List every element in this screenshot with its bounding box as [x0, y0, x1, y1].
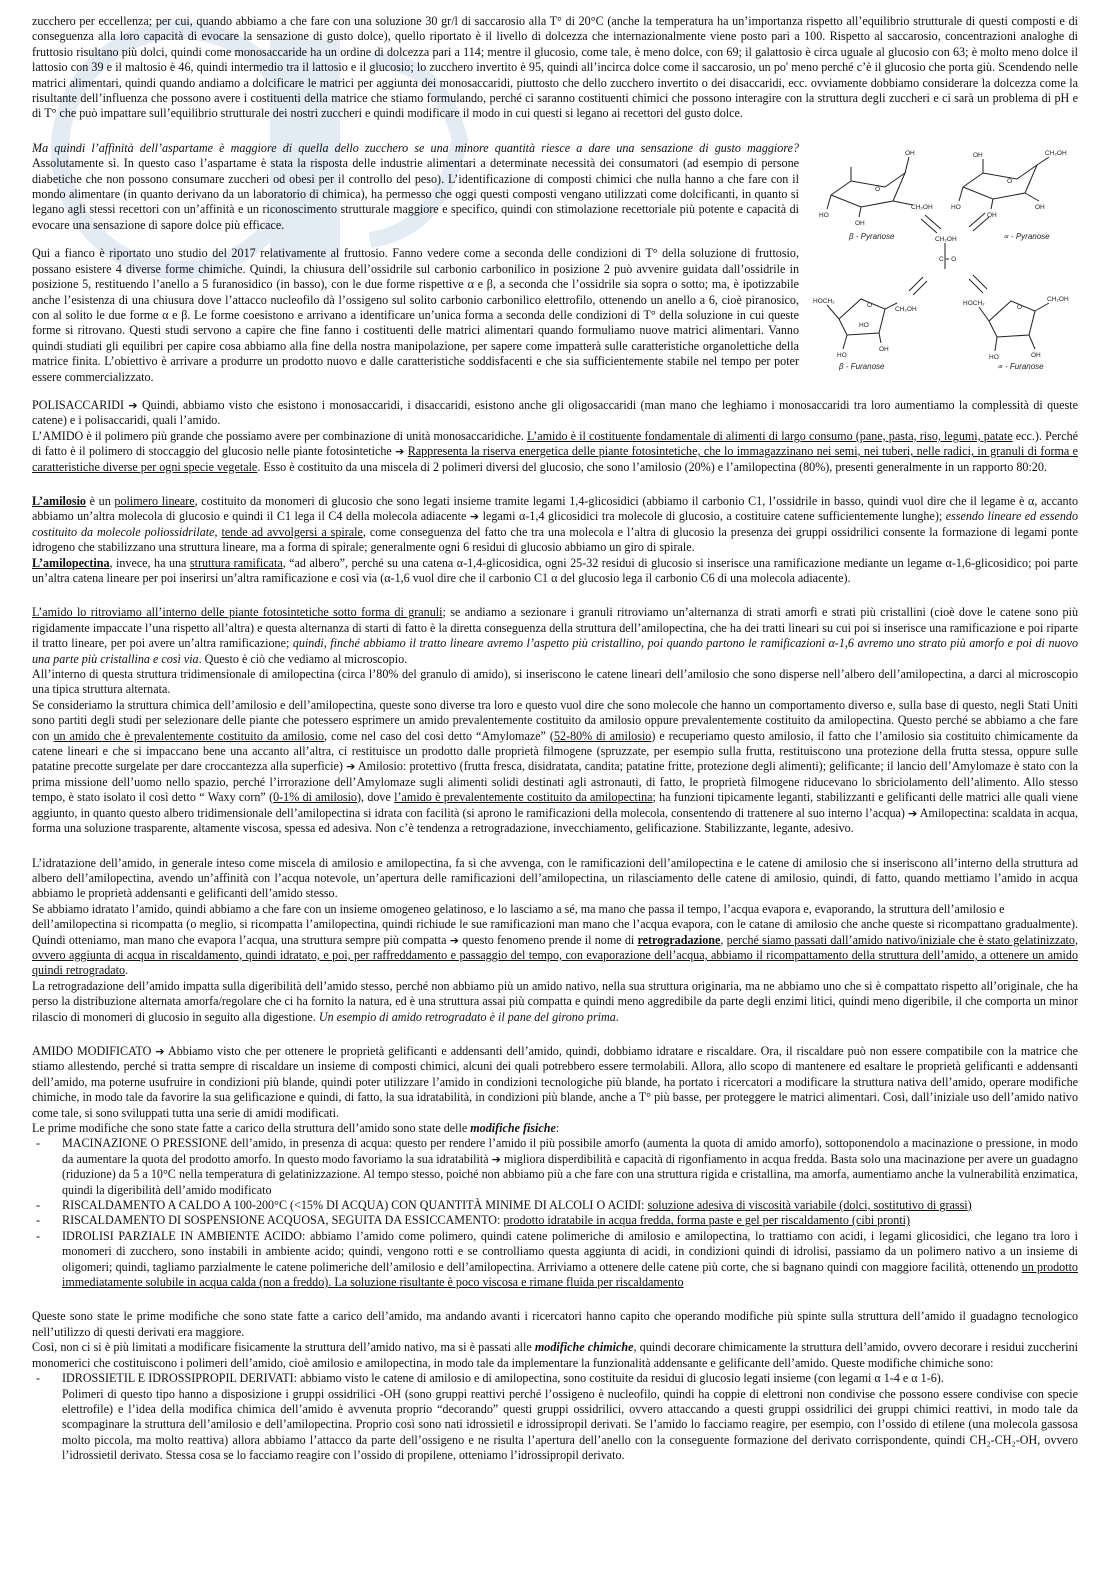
text-run: Assolutamente sì. In questo caso l’aspartame è stata la risposta delle industrie alimentari a determinate necessità dei consumatori (ad esempio di persone diabetiche che non possono consumare zuccheri od obesi per il controllo del peso). L’identificazione di composti chimici che nulla hanno a che fare con il mondo alimentare (in quanto derivano da un laboratorio di chimica), ha permesso che oggi questi composti vengano utilizzati come dolcificanti, in quanto si legano agli stessi recettori con un’affinità e un riconoscimento strutturale maggiore e specifico, quindi con stimolazione recettoriale più potente e capacità di evocare una sensazione di sapore dolce più efficace.: [32, 156, 799, 232]
text-run: un amido che è prevalentemente costituito da amilosio: [53, 728, 325, 743]
fructose-forms-diagram: [813, 143, 1078, 371]
atom-label: O: [1007, 177, 1013, 185]
atom-label: O: [1017, 303, 1023, 311]
text-run: L’amilopectina: [32, 555, 110, 570]
atom-label: OH: [879, 345, 889, 353]
arrow-icon: ➔: [469, 510, 480, 524]
text-run: . Basta solo una macinazione per avere un guadagno: [824, 1151, 1078, 1166]
text-run: . Al tempo stesso, poiché non abbiamo più a che fare con una struttura rigida e cristallina, ma amorfa,: [357, 1167, 853, 1182]
text-run: :: [555, 1121, 560, 1135]
text-run: 0-1% di amilosio: [273, 790, 357, 805]
arrow-icon: ➔: [491, 1152, 501, 1166]
text-run: , “ad albero”, perché su una catena α-1,4-glicosidica, ogni 25-32 residui di glucosio si inserisce una ramificazione mediante un legame α-1,6-glicosidico; poi parte un’altra catena lineare per poi inserirsi un’altra ramificazione e così via (α-1,6 vuol dire che il carbonio C1 α del glucosio lega il carbonio C6 di una molecola adiacente).: [32, 555, 1079, 585]
list-item: [32, 1229, 1078, 1291]
text-run: ” (: [540, 728, 554, 743]
text-run: RISCALDAMENTO DI SOSPENSIONE ACQUOSA, SEGUITA DA ESSICCAMENTO: [62, 1213, 498, 1228]
atom-label: CH₂OH: [1045, 149, 1067, 157]
paragraph-amilosio: [32, 494, 1078, 556]
text-run: Waxy corn: [207, 790, 261, 805]
paragraph-amylomaze: [32, 698, 1078, 837]
text-run: .: [615, 1009, 619, 1024]
text-run: Così, non ci si è più limitati a modificare fisicamente la struttura dell’amido nativo, ma si è passati alle: [32, 1340, 535, 1355]
text-run: anche: [912, 1167, 947, 1182]
paragraph-amilopectina: [32, 556, 1078, 587]
text-run: dell’amido,: [227, 1136, 290, 1151]
alpha-furanose-label: ∝ - Furanose: [997, 361, 1044, 371]
text-run: quindi, finché abbiamo il tratto lineare avremo l’aspetto più cristallino, poi quando partono le ramificazioni α-1,6 avremo uno strato più amorfo e poi di nuovo una parte più cristallina e così via: [32, 636, 1078, 666]
text-run: ), dove: [356, 790, 395, 805]
text-run: ” (: [260, 790, 274, 805]
text-run: Quindi, abbiamo visto che esistono i monosaccaridi, i disaccaridi, esistono anche gli oligosaccaridi (man mano che leghiamo i monosaccaridi tra loro aumentiamo la complessità di queste catene) e i polisaccaridi, quali l’amido.: [32, 397, 1078, 428]
list-item: [32, 1213, 1078, 1228]
text-run: Rappresenta la riserva energetica delle piante fotosintetiche, che lo immagazzinano nei semi, nei tuberi, nelle radici, in granuli di forma e caratteristiche diverse per ogni specie vegetale: [32, 444, 1078, 474]
text-run: un prodotto immediatamente solubile in acqua calda (non a freddo). La soluzione risultante è poco viscosa e rimane fluida per riscaldamento: [62, 1259, 1078, 1290]
text-run: (una molecola gassosa molto piccola, ma molto reattiva) allora abbiamo l’attacco da parte dell’ossigeno e ne risulta l’apertura dell’anello con la conseguente formazione del derivato corrispondente, quindi CH₂-CH₂-OH, ovvero l’idrossietil derivato. Stessa cosa se lo facciamo reagire con: [62, 1417, 1078, 1463]
list-modifiche-fisiche: [32, 1136, 1078, 1290]
paragraph-retrogradazione: [32, 979, 1078, 1025]
text-run: 52-80% di amilosio: [553, 728, 652, 743]
text-run: Abbiamo visto che per ottenere le proprietà gelificanti e addensanti dell’amido, quindi, dobbiamo idratare e riscaldare. Ora, il riscaldare può non essere compatibile con la matrice che stiamo allestendo, perché si tratta sempre di riscaldare un insieme di composti chimici, alcuni dei quali potrebbero essere termolabili. Allora, allo scopo di mantenere ed esaltare le proprietà gelificanti e addensanti dell’amido, ma poterne usufruire in condizioni più blande, quindi poter utilizzare l’amido in condizioni tecnologiche più blande, ha portato i ricercatori a modificare la struttura nativa dell’amido, operare modifiche chimiche, in modo tale da favorire la sua gelificazione e quindi, di fatto, la sua idratabilità, in condizioni più blande, anche a T° più basse, per proteggere le matrici alimentari. Così, dall’iniziale uso dell’amido nativo come tale, si sono sviluppati tutta una serie di amidi modificati.: [32, 1043, 1078, 1120]
list-item: [32, 1371, 1078, 1386]
text-run: Se consideriamo la struttura chimica dell’amilosio e dell’amilopectina, queste sono diverse tra loro e questo vuol dire che sono molecole che hanno un comportamento diverso e, sulla base di questo, negli Stati Uniti sono partiti degli studi per selezionare delle piante che potessero esprimere un amido prevalentemente costituito da amilosio oppure prevalentemente costituito da amilopectina. Questo perché se abbiamo a che fare con: [32, 697, 1078, 743]
text-run: AMIDO MODIFICATO: [32, 1043, 156, 1058]
text-run: ) e recuperiamo questo amilosio, il fatto che l’amilosio sia costituito chimicamente da catene lineari e che si impaccano bene una accanto all’altra, ci restituisce un prodotto dalle proprietà filmogene (spruzzate, per esempio sulla frutta, restituiscono una protezione della frutta stessa, oppure sulle patatine precotte surgelate per dare croccantezza alla superficie): [32, 728, 1079, 774]
text-run: La retrogradazione dell’amido impatta sulla digeribilità dell’amido stesso, perché non abbiamo più un amido nativo, nella sua struttura originaria, ma ne abbiamo uno che si è compattato rispetto all’originale, che ha perso la distribuzione alternata amorfa/regolare che ci ha fornito la natura, ed è una struttura assai più compatta e quindi meno aggredibile da parte degli enzimi litici, quindi meno digeribile, il che comporta un minor rilascio di monomeri di glucosio in seguito alla digestione.: [32, 978, 1078, 1024]
beta-pyranose-label: β - Pyranose: [849, 231, 895, 241]
paragraph-amido: [32, 429, 1078, 475]
text-run: prodotto idratabile in acqua fredda, forma paste e gel per riscaldamento (cibi pronti): [503, 1213, 911, 1228]
list-item: [32, 1136, 1078, 1198]
text-run: Qui a fianco è riportato uno studio del 2017 relativamente al fruttosio. Fanno vedere come a seconda delle condizioni di T° della soluzione di fruttosio, possano esistere 4 diverse forme chimiche. Quindi, la chiusura dell’ossidrile sul carbonio carbonilico in posizione 2 può avvenire guidata dall’ossidrile in posizione 5, restituendo l’anello a 5 furanosidico (in basso), con le due forme rispettive α e β, a seconda che l’ossidrile sia sopra o sotto; ma, è ipotizzabile anche l’esistenza di una chiusura dove l’attacco nucleofilo dà l’ossigeno sul solito carbonio carbonilico elettrofilo, ottenendo un anello a 6, cioè piranosico, con al solito le due forme α e β. Le forme coesistono e arrivano a identificare un’unica forma a seconda delle condizioni di T° della soluzione in cui queste forme si ritrovano. Questi studi servono a capire che fine fanno i costituenti delle matrici alimentari quando formuliamo nuove matrici alimentari. Vanno quindi studiati gli equilibri per capire cosa abbiamo alla fine della nostra manipolazione, per sapere come impatterà sulle caratteristiche organolettiche della matrice finita. L’obiettivo è arrivare a produrre un prodotto nuovo e dalle caratteristiche soddisfacenti e che sia sufficientemente stabile nel tempo per poter essere commercializzato.: [32, 246, 799, 384]
text-run: perché siamo passati dall’amido nativo/iniziale che è stato gelatinizzato, ovvero aggiunta di acqua in riscaldamento, quindi idratato, e poi, per raffreddamento e passaggio del tempo, con evaporazione dell’acqua, abbiamo il ricompattamento della struttura dell’amido, a ottenere un amido quindi retrogradato: [32, 932, 1078, 978]
text-run: Amilosio: protettivo (frutta fresca, disidratata, candita; patatine fritte, protezione degli alimenti); gelificante: [357, 759, 881, 774]
text-run: Ma quindi l’affinità dell’aspartame è maggiore di quella dello zucchero se una minore quantità riesce a dare una sensazione di gusto maggiore?: [32, 140, 799, 155]
text-run: l’amido è prevalentemente costituito da amilopectina: [394, 790, 653, 805]
text-run: L’: [32, 428, 43, 443]
paragraph-intro: [32, 14, 1078, 122]
text-run: .: [850, 821, 854, 836]
text-run: l’ossido di propilene: [353, 1448, 453, 1463]
beta-furanose-label: β - Furanose: [839, 361, 885, 371]
paragraph-prime-modifiche: [32, 1309, 1078, 1340]
text-run: , come nel caso del così detto “: [324, 728, 482, 743]
text-run: Polimeri di questo tipo hanno a disposizione i gruppi ossidrilici -OH (sono gruppi reattivi perché l’ossigeno è nucleofilo, quindi ha coppie di elettroni non condivise che possono essere condivise con specie elettrofile) e l’idea della modifica chimica dell’amido è avvenuta proprio “decorando” questi gruppi ossidrilici, ovvero attaccando a questi gruppi ossidrilici dei gruppi chimici reattivi, in modo tale da scompaginare la struttura dell’amilosio e dell’amilopectina. Proprio così sono nati idrossietil e idrossipropil derivati. Se l’amido lo facciamo reagire, per esempio, con: [62, 1386, 1078, 1432]
text-run: MACINAZIONE O PRESSIONE: [62, 1136, 228, 1151]
atom-label: HO: [837, 351, 847, 359]
text-run: Le prime modifiche che sono state fatte a carico della struttura dell’amido sono state delle: [32, 1121, 471, 1135]
text-run: , presenti generalmente in un rapporto 80:20.: [829, 459, 1047, 474]
alpha-pyranose-label: ∝ - Pyranose: [1003, 231, 1050, 241]
text-run: modifiche chimiche: [534, 1340, 634, 1355]
text-run: zucchero per eccellenza; per cui, quando abbiamo a che fare con una soluzione 30 gr/l di saccarosio alla T° di 20°C (anche la temperatura ha un’importanza rispetto all’equilibrio strutturale di questi composti e di conseguenza alla loro capacità di evocare la sensazione di gusto dolce), quello riportato è il livello di dolcezza che internazionalmente viene posto pari a 100. Rispetto al saccarosio, concentrazioni analoghe di fruttosio risultano più dolci, quindi come monosaccaride ha un ordine di dolcezza pari a 114; mentre il glucosio, come tale, è meno dolce, con 69; il galattosio è circa uguale al glucosio con 63; è molto meno dolce il lattosio con 39 e il maltosio è 46, quindi intermedio tra il lattosio e il glucosio; lo zucchero invertito è 95, quindi all’incirca dolce come il saccarosio, un po' meno perché c’è il glucosio che porta giù. Scendendo nelle matrici alimentari, quindi quando andiamo a dolcificare le matrici per aggiunta dei monosaccaridi, piuttosto che dello zucchero invertito o dei disaccaridi, ecc. ovviamente dobbiamo considerare la dolcezza come la risultante dell’influenza che possono avere i costituenti della matrice che stiamo formulando, perché ci saranno costituenti chimici che possono interagire con la struttura degli zuccheri e ci sarà un problema di pH e di T° che può impattare sull’equilibrio strutturale dei nostri zuccheri e quindi modificare il modo in cui questi si legano ai recettori del gusto dolce.: [32, 14, 1078, 121]
arrow-icon: ➔: [449, 933, 459, 947]
text-run: un’alternanza di strati amorfi e strati più cristallini: [672, 605, 926, 620]
fructose-equilibrium-figure: [813, 143, 1078, 371]
text-run: L’amido è il costituente fondamentale di alimenti di largo consumo (pane, pasta, riso, legumi, patate: [526, 428, 1013, 443]
text-run: Amylomaze: [481, 728, 541, 743]
text-run: è un: [85, 493, 115, 508]
paragraph-polimeri: [32, 1387, 1078, 1464]
paragraph-idratato-a: [32, 902, 1078, 917]
atom-label: HOCH₂: [813, 297, 835, 305]
text-run: L’amilosio: [32, 493, 86, 508]
text-run: l’ossido di etilene: [878, 1417, 965, 1432]
text-run: , in generale inteso come miscela di amilosio e amilopectina, fa sì che avvenga, con le ramificazioni dell’amilopectina e le catene di amilosio che si inseriscono all’interno della struttura ad albero dell’amilopectina, avendo un’affinità con l’acqua notevole, un’apertura delle ramificazioni dell’amilopectina, un rilasciamento delle catene di amilosio, quindi, di fatto, quando mettiamo l’amido in acqua abbiamo le proprietà addensanti e gelificanti dell’amido stesso.: [32, 855, 1078, 901]
text-run: questo fenomeno prende il nome di: [458, 932, 638, 947]
text-run: , quindi decorare chimicamente la struttura dell’amido, ovvero decorare i residui zuccherini monomerici che costituiscono i polimeri dell’amido, cioè amilosio e amilopectina, in modo tale da implementare la funzionalità addensante e gelificante dell’amido. Queste modifiche chimiche sono:: [32, 1340, 1079, 1370]
text-run: tende ad avvolgersi a spirale: [221, 524, 363, 539]
text-run: , otteniamo l’idrossipropil derivato.: [452, 1448, 625, 1463]
text-run: IDROLISI PARZIALE IN AMBIENTE ACIDO: [62, 1228, 302, 1243]
atom-label: HO: [989, 353, 999, 361]
text-run: l’amilosio (20%) e l’amilopectina (80%): [632, 459, 830, 474]
paragraph-granuli: [32, 605, 1078, 667]
arrow-icon: ➔: [128, 398, 138, 412]
text-run: legami α-1,4 glicosidici tra molecole di glucosio: [482, 509, 720, 524]
text-run: POLISACCARIDI: [32, 397, 129, 412]
text-run: è il polimero più grande che possiamo avere per combinazione di unità monosaccaridiche.: [83, 428, 527, 443]
arrow-icon: ➔: [395, 445, 405, 459]
atom-label: CH₂OH: [935, 235, 957, 243]
text-run: essendo lineare ed essendo costituito da molecole poliossidrilate: [32, 509, 1079, 539]
text-run: , invece, ha una: [109, 555, 190, 570]
text-run: AMIDO: [42, 428, 84, 443]
atom-label: O: [875, 185, 881, 193]
atom-label: CH₂OH: [895, 305, 917, 313]
text-run: : abbiamo l’amido come polimero, quindi catene polimeriche di amilosio e amilopectina, lo trattiamo con acidi, i legami glicosidici, che legano tra loro i monomeri di zucchero, sono instabili in ambiente acido; quindi, vengono rotti e se controlliamo questa aggiunta di acidi, in condizioni quindi di idrolisi, passiamo da un polimero nativo a un insieme di oligomeri; quindi, tagliamo parzialmente le catene polimeriche dell’amilosio e dell’amilopectina. Arriviamo a ottenere delle catene più corte, che si bagnano quindi con maggiore facilità, ottenendo: [62, 1228, 1078, 1274]
arrow-icon: ➔: [908, 806, 918, 820]
text-run: RISCALDAMENTO A CALDO A 100-200°C (<15% DI ACQUA) CON QUANTITÀ MINIME DI ALCOLI O ACIDI: [62, 1198, 642, 1213]
atom-label: OH: [987, 211, 997, 219]
text-run: Amilopectina: scaldata in acqua, forma una soluzione trasparente, altamente viscosa, spessa ed adesiva. Non c’è tendenza a retrogradazione, invecchiamento, gelificazione. Stabilizzante, legante, adesivo: [32, 805, 1078, 836]
text-run: All’interno di questa struttura tridimensionale di amilopectina (circa l’80% del granulo di amido), si inseriscono le catene lineari dell’amilosio che sono disperse nell’albero dell’amilopectina, a darci al microscopio una tipica struttura alternata.: [32, 667, 1078, 697]
atom-label: HO: [819, 211, 829, 219]
paragraph-idratato-b: [32, 917, 1078, 979]
atom-label: OH: [855, 219, 865, 227]
text-run: migliora disperdibilità e capacità di rigonfiamento in acqua fredda: [503, 1151, 825, 1166]
arrow-icon: ➔: [155, 1044, 165, 1058]
text-run: dell’amilopectina si ricompatta (o meglio, si ricompatta l’amilopectina, quindi richiude le sue ramificazioni man mano che l’acqua evapora, con le catane di amilosio che anche queste si ricompattano gradualmente). Quindi otteniamo, man mano che evapora l’acqua, una struttura sempre più compatta: [32, 917, 1078, 947]
atom-label: C = O: [939, 255, 957, 263]
atom-label: CH₂OH: [911, 203, 933, 211]
text-run: modifiche fisiche: [470, 1121, 556, 1135]
text-run: Queste sono state le prime modifiche che sono state fatte a carico dell’amido, ma andando avanti i ricercatori hanno capito che operando modifiche più spinte sulla struttura dell’amido il guadagno tecnologico nell’utilizzo di questi derivati era maggiore.: [32, 1309, 1078, 1339]
text-run: : questo per rendere l’amido il più possibile amorfo (: [388, 1136, 648, 1151]
text-run: polimero lineare: [114, 493, 195, 508]
paragraph-modifiche-chimiche: [32, 1340, 1078, 1371]
text-run: retrogradazione: [637, 932, 721, 947]
atom-label: OH: [905, 149, 915, 157]
atom-label: HOCH₂: [963, 299, 985, 307]
text-run: struttura ramificata: [189, 555, 283, 570]
paragraph-modifiche-fisiche: [32, 1121, 1078, 1136]
text-run: ; ha funzioni tipicamente leganti, stabilizzanti e gelificanti delle matrici alle quali viene aggiunto, in quanto questo albero tridimensionale dell’amilopectina si idrata con facilità (si aprono le ramificazioni della molecola, consentendo di trattenere al suo interno l’acqua): [32, 790, 1079, 820]
atom-label: HO: [951, 203, 961, 211]
text-run: ecc.). Perché di fatto è il polimero di stoccaggio del glucosio nelle piante fotosintetiche: [32, 428, 1078, 459]
text-run: :: [641, 1198, 648, 1213]
paragraph-tridimensionale: [32, 667, 1078, 698]
text-run: ,: [720, 932, 727, 947]
atom-label: OH: [973, 151, 983, 159]
text-run: :: [497, 1213, 504, 1228]
text-run: (riduzione) da 5 a 10°C nella temperatura di gelatinizzazione: [62, 1167, 358, 1182]
text-run: . Questo è ciò che vediamo al microscopio.: [198, 651, 408, 666]
list-modifiche-chimiche: [32, 1371, 1078, 1386]
text-run: IDROSSIETIL E IDROSSIPROPIL DERIVATI: [62, 1371, 294, 1386]
paragraph-amido-modificato: [32, 1044, 1078, 1121]
atom-label: OH: [1031, 351, 1041, 359]
paragraph-polisaccaridi: [32, 398, 1078, 429]
text-run: L’amido lo ritroviamo all’interno delle piante fotosintetiche sotto forma di granuli: [32, 605, 443, 620]
text-run: . Esso è costituito da una miscela di 2 polimeri diversi del glucosio, che sono: [257, 459, 633, 474]
text-run: (cioè dove le catene sono più rigidamente impaccate l’una rispetto all’altra) e questa alternanza di starti di fatto è la diretta conseguenza della struttura dell’amilopectina, che ha dei tratti lineari su cui poi si inserisce una ramificazione e poi riparte il tratto lineare, per poi avere un’altra ramificazione;: [32, 605, 1078, 651]
text-run: ; se andiamo a sezionare i granuli ritroviamo: [442, 605, 673, 620]
text-run: .: [125, 963, 129, 978]
text-run: , costituito da monomeri di glucosio che sono legati insieme tramite legami 1,4-glicosidici (abbiamo il carbonio C1, l’ossidrile in basso, quindi vuol dire che il legame è α, accanto abbiamo un’altra molecola di glucosio e quindi il C1 lega il C4 della molecola adiacente: [32, 493, 1078, 524]
text-run: ), sottoponendolo a macinazione o pressione, in modo da aumentare la quota del prodotto amorfo. In questo modo favoriamo la sua idratabilità: [62, 1136, 1078, 1166]
text-run: L’idratazione dell’amido: [32, 855, 153, 870]
text-run: in presenza di acqua: [289, 1136, 389, 1151]
paragraph-idratazione: [32, 856, 1078, 902]
atom-label: OH: [1035, 203, 1045, 211]
text-run: soluzione adesiva di viscosità variabile (dolci, sostitutivo di grassi): [647, 1198, 972, 1213]
document-page: [32, 14, 1078, 1464]
atom-label: HO: [859, 321, 869, 329]
text-run: ,: [214, 524, 222, 539]
atom-label: O: [867, 301, 873, 309]
text-run: , a costituire catene sufficientemente lunghe);: [719, 509, 946, 524]
text-run: Se abbiamo idratato l’amido, quindi abbiamo a che fare con un insieme omogeneo gelatinoso, e lo lasciamo a sé, ma mano che passa il tempo, l’acqua evapora e, evaporando, la struttura dell’amilosio e: [32, 901, 1005, 916]
text-run: Un esempio di amido retrogradato è il pane del girono prima: [318, 1009, 616, 1024]
list-item: [32, 1198, 1078, 1213]
text-run: aumenta la quota di amido amorfo: [647, 1136, 815, 1151]
arrow-icon: ➔: [346, 760, 356, 774]
text-run: , come conseguenza del fatto che tra una molecola e l’altra di glucosio la presenza dei gruppi ossidrilici consente la formazione di legami ponte idrogeno che stabilizzano una struttura lineare, ma a forma di spirale; generalmente ogni 6 residui di glucosio abbiamo un giro di spirale.: [32, 524, 1078, 555]
atom-label: CH₂OH: [1047, 295, 1069, 303]
text-run: ; il lancio dell’Amylomaze è stato con la prima missione dell’uomo nello spazio, perché l’irrorazione dell’Amylomaze sugli alimenti solidi destinati agli astronauti, di fatto, le proprietà filmogene riducevano lo sbriciolamento dell’alimento. Allo stesso tempo, è stato isolato il così detto “: [32, 759, 1079, 805]
text-run: : abbiamo visto le catene di amilosio e di amilopectina, sono costituite da residui di glucosio legati insieme (con legami α 1-4 e α 1-6).: [293, 1371, 944, 1386]
text-run: aumentiamo: [852, 1167, 913, 1182]
text-run: la vulnerabilità enzimatica: [946, 1167, 1075, 1182]
text-run: , quindi la digeribilità dell’amido modificato: [62, 1167, 1078, 1197]
